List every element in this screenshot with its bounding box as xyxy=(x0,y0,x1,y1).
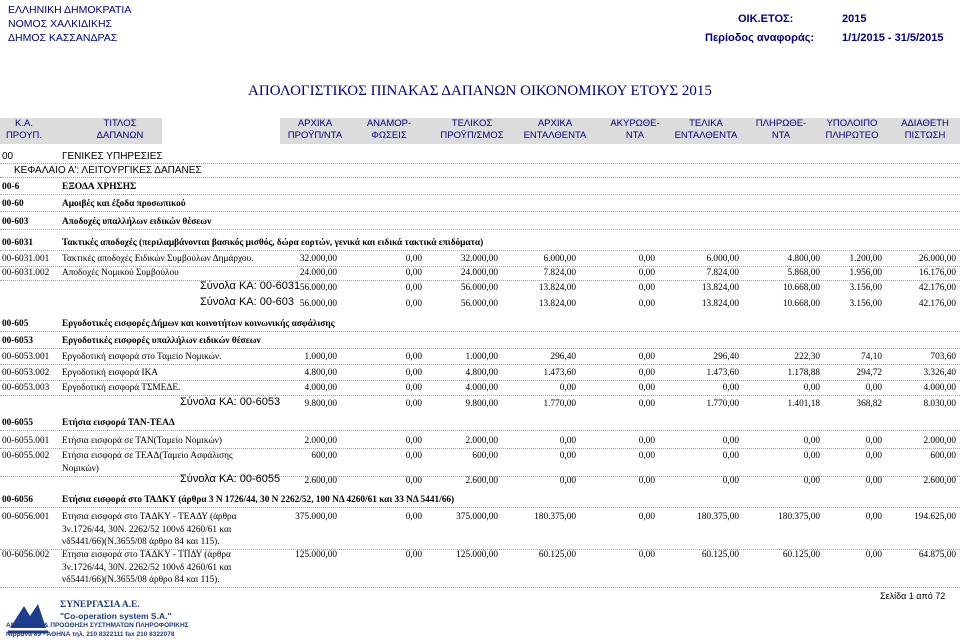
col-unallocated: ΑΔΙΑΘΕΤΗ ΠΙΣΤΩΣΗ xyxy=(901,118,949,141)
col-balance: ΥΠΟΛΟΙΠΟ ΠΛΗΡΩΤΕΟ xyxy=(825,118,879,141)
row-00-6053.002-v1: 4.800,00 xyxy=(304,368,337,378)
row-00-6056.002-v9: 64.875,00 xyxy=(918,550,956,560)
row-00-6055.002-v6: 0,00 xyxy=(722,451,739,461)
row-separator xyxy=(0,331,960,332)
total-0-v9: 42.176,00 xyxy=(918,283,956,293)
total-3-v5: 0,00 xyxy=(638,476,655,486)
footer-company: ΣΥΝΕΡΓΑΣΙΑ Α.Ε. xyxy=(60,600,140,610)
section-code: 00-60 xyxy=(2,199,24,209)
row-00-6031.001-v1: 32.000,00 xyxy=(299,254,337,264)
total-0-v2: 0,00 xyxy=(405,283,422,293)
row-separator xyxy=(0,348,960,349)
row-00-6055.001-v1: 2.000,00 xyxy=(304,436,337,446)
col-ka: Κ.Α. ΠΡΟΥΠ. xyxy=(5,118,43,141)
row-00-6056.001-v1: 375.000,00 xyxy=(295,512,337,522)
row-00-6053.001-v3: 1.000,00 xyxy=(465,352,498,362)
total-2-v3: 9.800,00 xyxy=(465,399,498,409)
row-00-6055.002-v1: 600,00 xyxy=(311,451,337,461)
row-00-6056.001-v6: 180.375,00 xyxy=(697,512,739,522)
row-00-6053.002-v4: 1.473,60 xyxy=(543,368,576,378)
row-code: 00-6055.002 xyxy=(2,451,50,461)
row-00-6053.001-v5: 0,00 xyxy=(638,352,655,362)
row-title: Ετήσια εισφορά σε ΤΕΑΔ(Ταμείο Ασφάλισης xyxy=(62,451,233,461)
total-0-v3: 56.000,00 xyxy=(460,283,498,293)
section-title: ΕΞΟΔΑ ΧΡΗΣΗΣ xyxy=(62,182,137,192)
row-title: Ετησια εισφορά στο ΤΑΔΚΥ - ΤΕΑΔΥ (άρθρα xyxy=(62,512,237,522)
row-title: Ετησια εισφορά στο ΤΑΔΚΥ - ΤΠΔΥ (άρθρα xyxy=(62,550,231,560)
total-0-v7: 10.668,00 xyxy=(782,283,820,293)
row-separator xyxy=(0,395,960,396)
total-3-v3: 2.600,00 xyxy=(465,476,498,486)
row-00-6031.001-v8: 1.200,00 xyxy=(849,254,882,264)
total-2-v9: 8.030,00 xyxy=(923,399,956,409)
total-0-v1: 56.000,00 xyxy=(299,283,337,293)
row-separator xyxy=(0,448,960,449)
row-00-6056.002-v5: 0,00 xyxy=(638,550,655,560)
total-0-v6: 13.824,00 xyxy=(701,283,739,293)
total-1-v1: 56.000,00 xyxy=(299,299,337,309)
total-1-v8: 3.156,00 xyxy=(849,299,882,309)
row-00-6031.001-v3: 32.000,00 xyxy=(460,254,498,264)
total-label: Σύνολα ΚΑ: 00-603 xyxy=(200,296,295,308)
document-title: ΑΠΟΛΟΓΙΣΤΙΚΟΣ ΠΙΝΑΚΑΣ ΔΑΠΑΝΩΝ ΟΙΚΟΝΟΜΙΚΟΥ ΕΤΟΥΣ 2015 xyxy=(248,83,712,99)
row-00-6055.001-v3: 2.000,00 xyxy=(465,436,498,446)
row-00-6031.001-v7: 4.800,00 xyxy=(787,254,820,264)
row-00-6031.002-v7: 5.868,00 xyxy=(787,268,820,278)
total-1-v9: 42.176,00 xyxy=(918,299,956,309)
total-1-v3: 56.000,00 xyxy=(460,299,498,309)
row-00-6053.003-v2: 0,00 xyxy=(405,383,422,393)
total-3-v7: 0,00 xyxy=(803,476,820,486)
row-title: Ετήσια εισφορά σε ΤΑΝ(Ταμείο Νομικών) xyxy=(62,436,222,446)
row-00-6031.001-v5: 0,00 xyxy=(638,254,655,264)
row-00-6053.002-v8: 294,72 xyxy=(856,368,882,378)
total-3-v2: 0,00 xyxy=(405,476,422,486)
row-00-6031.002-v6: 7.824,00 xyxy=(706,268,739,278)
row-title: Αποδοχές Νομικού Συμβούλου xyxy=(62,268,179,278)
total-2-v2: 0,00 xyxy=(405,399,422,409)
total-1-v2: 0,00 xyxy=(405,299,422,309)
row-00-6053.001-v7: 222,30 xyxy=(794,352,820,362)
row-00-6031.002-v3: 24.000,00 xyxy=(460,268,498,278)
section-code: 00-605 xyxy=(2,319,29,329)
row-00-6053.003-v1: 4.000,00 xyxy=(304,383,337,393)
row-separator xyxy=(0,507,960,508)
row-code: 00-6056.002 xyxy=(2,550,50,560)
fiscal-year-label: ΟΙΚ.ΕΤΟΣ: xyxy=(738,13,794,25)
total-1-v6: 13.824,00 xyxy=(701,299,739,309)
row-00-6031.002-v9: 16.176,00 xyxy=(918,268,956,278)
row-separator xyxy=(0,250,960,251)
row-title: νδ5441/66)(Ν.3655/08 άρθρο 84 και 115). xyxy=(62,537,220,547)
row-separator xyxy=(0,430,960,431)
row-separator xyxy=(0,194,960,195)
row-00-6055.001-v2: 0,00 xyxy=(405,436,422,446)
row-00-6031.002-v4: 7.824,00 xyxy=(543,268,576,278)
section-title: Εργοδοτικές εισφορές Δήμων και κοινοτήτων κοινωνικής ασφάλισης xyxy=(62,319,335,329)
row-00-6053.003-v3: 4.000,00 xyxy=(465,383,498,393)
col-revisions: ΑΝΑΜΟΡ- ΦΩΣΕΙΣ xyxy=(366,118,412,141)
row-separator xyxy=(0,211,960,212)
row-title: Εργοδοτική εισφορά στο Ταμείο Νομικών. xyxy=(62,352,222,362)
total-2-v1: 9.800,00 xyxy=(304,399,337,409)
row-separator xyxy=(0,280,960,281)
section-title: ΓΕΝΙΚΕΣ ΥΠΗΡΕΣΙΕΣ xyxy=(62,151,163,162)
section-code: 00-6053 xyxy=(2,336,33,346)
total-2-v4: 1.770,00 xyxy=(543,399,576,409)
row-00-6053.002-v5: 0,00 xyxy=(638,368,655,378)
section-code: 00-6055 xyxy=(2,418,33,428)
section-title: Τακτικές αποδοχές (περιλαμβάνονται βασικός μισθός, δώρα εορτών, γενικά και ειδικά τακτικά επιδόματα) xyxy=(62,238,484,248)
row-00-6053.003-v4: 0,00 xyxy=(559,383,576,393)
row-separator xyxy=(0,587,960,588)
row-00-6056.002-v3: 125.000,00 xyxy=(456,550,498,560)
total-1-v7: 10.668,00 xyxy=(782,299,820,309)
row-00-6055.001-v6: 0,00 xyxy=(722,436,739,446)
row-00-6055.002-v8: 0,00 xyxy=(865,451,882,461)
row-00-6053.001-v1: 1.000,00 xyxy=(304,352,337,362)
section-title: Εργοδοτικές εισφορές υπαλλήλων ειδικών θέσεων xyxy=(62,336,261,346)
prefecture-label: ΝΟΜΟΣ ΧΑΛΚΙΔΙΚΗΣ xyxy=(8,18,113,30)
row-title: νδ5441/66)(Ν.3655/08 άρθρο 84 και 115). xyxy=(62,575,220,585)
row-00-6055.002-v3: 600,00 xyxy=(472,451,498,461)
row-00-6056.002-v7: 60.125,00 xyxy=(782,550,820,560)
row-00-6053.001-v9: 703,60 xyxy=(930,352,956,362)
total-2-v6: 1.770,00 xyxy=(706,399,739,409)
row-code: 00-6053.002 xyxy=(2,368,50,378)
row-code: 00-6055.001 xyxy=(2,436,50,446)
row-00-6056.001-v3: 375.000,00 xyxy=(456,512,498,522)
row-code: 00-6031.001 xyxy=(2,254,50,264)
row-00-6056.001-v8: 0,00 xyxy=(865,512,882,522)
period-value: 1/1/2015 - 31/5/2015 xyxy=(842,32,944,44)
row-00-6056.001-v5: 0,00 xyxy=(638,512,655,522)
row-00-6055.001-v5: 0,00 xyxy=(638,436,655,446)
row-00-6031.002-v8: 1.956,00 xyxy=(849,268,882,278)
republic-label: ΕΛΛΗΝΙΚΗ ΔΗΜΟΚΡΑΤΙΑ xyxy=(8,4,132,16)
total-2-v5: 0,00 xyxy=(638,399,655,409)
fiscal-year-value: 2015 xyxy=(842,13,867,25)
row-code: 00-6056.001 xyxy=(2,512,50,522)
row-00-6053.003-v8: 0,00 xyxy=(865,383,882,393)
total-3-v1: 2.600,00 xyxy=(304,476,337,486)
col-title: ΤΙΤΛΟΣ ΔΑΠΑΝΩΝ xyxy=(96,118,144,141)
row-00-6031.001-v9: 26.000,00 xyxy=(918,254,956,264)
row-00-6031.001-v4: 6.000,00 xyxy=(543,254,576,264)
row-00-6056.002-v4: 60.125,00 xyxy=(538,550,576,560)
total-0-v5: 0,00 xyxy=(638,283,655,293)
total-label: Σύνολα ΚΑ: 00-6053 xyxy=(180,396,281,408)
row-00-6055.002-v2: 0,00 xyxy=(405,451,422,461)
row-00-6053.002-v3: 4.800,00 xyxy=(465,368,498,378)
row-00-6055.001-v8: 0,00 xyxy=(865,436,882,446)
row-00-6053.001-v6: 296,40 xyxy=(713,352,739,362)
total-0-v4: 13.824,00 xyxy=(538,283,576,293)
row-00-6053.001-v4: 296,40 xyxy=(550,352,576,362)
row-code: 00-6053.001 xyxy=(2,352,50,362)
period-label: Περίοδος αναφοράς: xyxy=(705,32,815,44)
row-00-6053.001-v2: 0,00 xyxy=(405,352,422,362)
row-00-6055.002-v4: 0,00 xyxy=(559,451,576,461)
row-separator xyxy=(0,229,960,230)
row-separator xyxy=(0,177,960,178)
row-title: Τακτικές αποδοχές Ειδικών Συμβούλων Δημάρχου. xyxy=(62,254,254,264)
section-title: Ετήσια εισφορά ΤΑΝ-ΤΕΑΔ xyxy=(62,418,175,428)
page-indicator: Σελίδα 1 από 72 xyxy=(880,591,946,601)
row-00-6053.003-v7: 0,00 xyxy=(803,383,820,393)
row-00-6031.001-v2: 0,00 xyxy=(405,254,422,264)
total-label: Σύνολα ΚΑ: 00-6055 xyxy=(180,473,281,485)
row-title: 3ν.1726/44, 30Ν. 2262/52 100νδ 4260/61 και xyxy=(62,524,232,535)
total-0-v8: 3.156,00 xyxy=(849,283,882,293)
section-code: 00 xyxy=(2,151,14,162)
total-2-v8: 368,82 xyxy=(856,399,882,409)
footer-description: ΑΝΑΠΤΥΞΗ & ΠΡΟΩΘΗΣΗ ΣΥΣΤΗΜΑΤΩΝ ΠΛΗΡΟΦΟΡΙΚΗΣ xyxy=(6,622,189,629)
total-1-v4: 13.824,00 xyxy=(538,299,576,309)
total-3-v8: 0,00 xyxy=(865,476,882,486)
row-code: 00-6031.002 xyxy=(2,268,50,278)
section-title: Αμοιβές και έξοδα προσωπικού xyxy=(62,199,186,209)
row-separator xyxy=(0,266,960,267)
row-00-6053.003-v6: 0,00 xyxy=(722,383,739,393)
row-title: 3ν.1726/44, 30Ν. 2262/52 100νδ 4260/61 και xyxy=(62,562,232,573)
row-00-6055.001-v7: 0,00 xyxy=(803,436,820,446)
section-title: ΚΕΦΑΛΑΙΟ Α': ΛΕΙΤΟΥΡΓΙΚΕΣ ΔΑΠΑΝΕΣ xyxy=(14,165,202,176)
row-00-6056.002-v1: 125.000,00 xyxy=(295,550,337,560)
row-00-6031.002-v5: 0,00 xyxy=(638,268,655,278)
col-initial-budget: ΑΡΧΙΚΑ ΠΡΟΫΠ/ΝΤΑ xyxy=(287,118,343,141)
row-00-6056.001-v2: 0,00 xyxy=(405,512,422,522)
row-00-6055.001-v9: 2.000,00 xyxy=(923,436,956,446)
section-title: Αποδοχές υπαλλήλων ειδικών θέσεων xyxy=(62,217,212,227)
total-3-v9: 2.600,00 xyxy=(923,476,956,486)
col-cancelled: ΑΚΥΡΩΘΕ- ΝΤΑ xyxy=(610,118,660,141)
section-code: 00-6031 xyxy=(2,238,33,248)
row-00-6055.002-v5: 0,00 xyxy=(638,451,655,461)
total-3-v6: 0,00 xyxy=(722,476,739,486)
footer-address: Νιρβάνα 89 - ΑΘΗΝΑ τηλ. 210 8322111 fax 210 8322078 xyxy=(6,631,175,638)
total-2-v7: 1.401,18 xyxy=(787,399,820,409)
section-code: 00-6 xyxy=(2,182,20,192)
row-00-6056.002-v2: 0,00 xyxy=(405,550,422,560)
row-00-6031.002-v1: 24.000,00 xyxy=(299,268,337,278)
total-label: Σύνολα ΚΑ: 00-6031 xyxy=(200,280,301,292)
row-00-6053.003-v9: 4.000,00 xyxy=(923,383,956,393)
row-00-6056.001-v9: 194.625,00 xyxy=(914,512,956,522)
row-00-6056.001-v7: 180.375,00 xyxy=(778,512,820,522)
row-00-6055.002-v9: 600,00 xyxy=(930,451,956,461)
municipality-label: ΔΗΜΟΣ ΚΑΣΣΑΝΔΡΑΣ xyxy=(8,32,118,44)
col-final-ordered: ΤΕΛΙΚΑ ΕΝΤΑΛΘΕΝΤΑ xyxy=(674,118,738,141)
col-paid: ΠΛΗΡΩΘΕ- ΝΤΑ xyxy=(755,118,807,141)
row-00-6053.002-v2: 0,00 xyxy=(405,368,422,378)
row-00-6053.002-v6: 1.473,60 xyxy=(706,368,739,378)
row-00-6056.002-v8: 0,00 xyxy=(865,550,882,560)
row-separator xyxy=(0,380,960,381)
row-00-6031.001-v6: 6.000,00 xyxy=(706,254,739,264)
row-00-6053.002-v7: 1.178,88 xyxy=(787,368,820,378)
row-code: 00-6053.003 xyxy=(2,383,50,393)
row-title: Εργοδοτική εισφορά ΙΚΑ xyxy=(62,368,159,378)
total-1-v5: 0,00 xyxy=(638,299,655,309)
row-00-6031.002-v2: 0,00 xyxy=(405,268,422,278)
row-00-6055.002-v7: 0,00 xyxy=(803,451,820,461)
section-title: Ετήσια εισφορά στο ΤΑΔΚΥ (άρθρα 3 Ν 1726/44, 30 Ν 2262/52, 100 ΝΔ 4260/61 και 33 ΝΔ 5441/66) xyxy=(62,495,455,505)
row-00-6053.001-v8: 74,10 xyxy=(861,352,882,362)
section-code: 00-6056 xyxy=(2,495,33,505)
footer-system: "Co-operation system S.A." xyxy=(60,611,172,621)
row-00-6053.002-v9: 3.326,40 xyxy=(923,368,956,378)
row-separator xyxy=(0,364,960,365)
col-final-budget: ΤΕΛΙΚΟΣ ΠΡΟΫΠ/ΣΜΟΣ xyxy=(440,118,504,141)
section-code: 00-603 xyxy=(2,217,29,227)
row-title: Νομικών) xyxy=(62,463,99,474)
row-00-6056.001-v4: 180.375,00 xyxy=(534,512,576,522)
row-00-6056.002-v6: 60.125,00 xyxy=(701,550,739,560)
row-00-6055.001-v4: 0,00 xyxy=(559,436,576,446)
row-separator xyxy=(0,163,960,164)
row-title: Εργοδοτική εισφορά ΤΣΜΕΔΕ. xyxy=(62,383,181,393)
row-00-6053.003-v5: 0,00 xyxy=(638,383,655,393)
col-initial-ordered: ΑΡΧΙΚΑ ΕΝΤΑΛΘΕΝΤΑ xyxy=(523,118,587,141)
total-3-v4: 0,00 xyxy=(559,476,576,486)
